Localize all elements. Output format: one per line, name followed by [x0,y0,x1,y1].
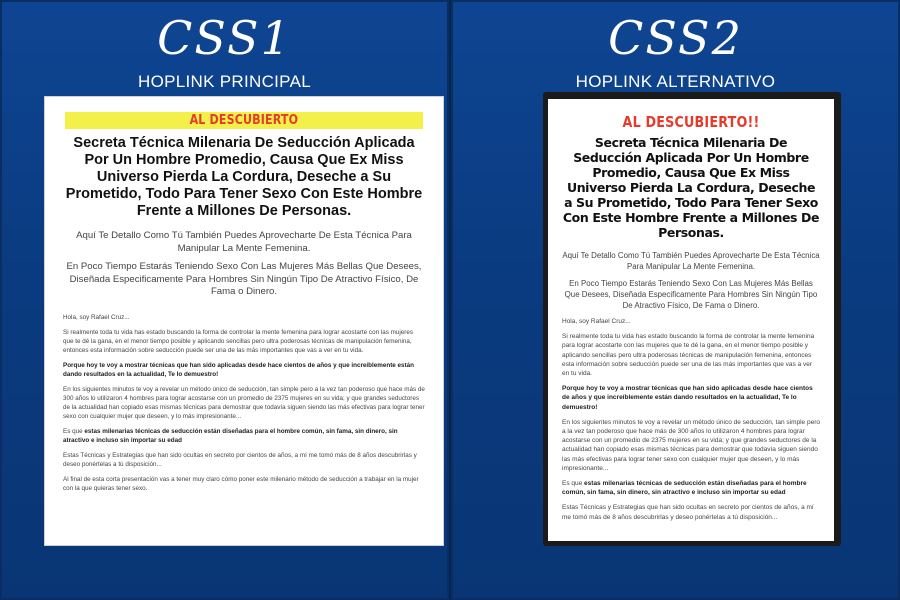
subheadline-1: Aquí Te Detallo Como Tú También Puedes Aprovecharte De Esta Técnica Para Manipular La Mente Femenina. [562,251,820,271]
greeting: Hola, soy Rafael Cruz... [63,313,130,321]
hoplink-alternativo-label: HOPLINK ALTERNATIVO [575,72,776,91]
body-paragraph: Si realmente toda tu vida has estado buscando la forma de controlar la mente femenina para lograr acostarte con las mujeres que te dé la gana, en el menor tiempo posible y aplicando sencillas pero ultra poderosas técnicas de manipulación femenina, entonces esta información sobre seducción puede ser una de las más importantes que vas a ver en tu vida. [63,328,414,354]
body-paragraph-mixed [562,479,820,497]
banner-highlight [65,112,423,129]
body-paragraph: Estas Técnicas y Estrategias que han sido ocultas en secreto por cientos de años, a mí me tomó más de 8 años descubrirlas y deseo ponértelas a tú disposición... [63,451,417,468]
banner-text: AL DESCUBIERTO!! [622,113,760,131]
body-paragraph: Al final de esta corta presentación vas a tener muy claro cómo poner este milenario método de seducción a trabajar en la mujer con la que quieras tener sexo. [63,475,419,492]
bold-text: estas milenarias técnicas de seducción están diseñadas para el hombre común, sin fama, sin dinero, sin atractivo e incluso sin importar su edad [63,427,398,444]
hoplink-principal-label: HOPLINK PRINCIPAL [138,72,311,91]
css1-title: CSS1 [157,11,292,65]
css2-title: CSS2 [608,11,743,65]
bold-paragraph: Porque hoy te voy a mostrar técnicas que han sido aplicadas desde hace cientos de años y que increíblemente están dando resultados en la actualidad, Te lo demuestro! [562,385,813,411]
body-paragraph: Si realmente toda tu vida has estado buscando la forma de controlar la mente femenina para lograr acostarte con las mujeres que te dé la gana, en el menor tiempo posible y aplicando sencillas pero ultra poderosas técnicas de manipulación femenina, entonces esta información sobre seducción puede ser una de las más importantes que vas a ver en tu vida. [562,333,815,378]
banner-text: AL DESCUBIERTO [189,113,299,128]
sales-page-preview-principal[interactable] [44,96,444,546]
subheadline-1: Aquí Te Detallo Como Tú También Puedes Aprovecharte De Esta Técnica Para Manipular La Mente Femenina. [76,230,412,254]
greeting: Hola, soy Rafael Cruz... [562,318,631,325]
sales-page-preview-alternativo[interactable] [548,99,834,541]
subheadline-2: En Poco Tiempo Estarás Teniendo Sexo Con Las Mujeres Más Bellas Que Desees, Diseñada Especificamente Para Hombres Sin Ningún Tipo De Atractivo Físico, De Fama o Dinero. [564,279,818,310]
prefix-text: Es que [562,480,585,488]
subheadline-2: En Poco Tiempo Estarás Teniendo Sexo Con Las Mujeres Más Bellas Que Desees, Diseñada Especificamente Para Hombres Sin Ningún Tipo De Atractivo Físico, De Fama o Dinero. [66,261,422,297]
body-paragraph: Estas Técnicas y Estrategias que han sido ocultas en secreto por cientos de años, a mí me tomó más de 8 años descubrirlas y deseo ponértelas a tú disposición... [562,504,814,521]
headline: Secreta Técnica Milenaria De Seducción Aplicada Por Un Hombre Promedio, Causa Que Ex Miss Universo Pierda La Cordura, Deseche a Su Prometido, Todo Para Tener Sexo Con Este Hombre Frente a Millones De Personas. [562,135,820,240]
body-paragraph: En los siguientes minutos te voy a revelar un método único de seducción, tan simple pero a la vez tan poderoso que hace más de 300 años lo utilizaron 4 hombres para lograr acostarse con un promedio de 2375 mujeres en su vida; y que grandes seductores de la actualidad han copiado esas mismas técnicas para demostrar que todavía siguen siendo las más efectivas para lograr tener sexo con cualquier mujer que deseen, y lo más impresionante... [63,385,425,420]
prefix-text: Es que [63,427,85,435]
body-paragraph: En los siguientes minutos te voy a revelar un método único de seducción, tan simple pero a la vez tan poderoso que hace más de 300 años lo utilizaron 4 hombres para lograr acostarse con un promedio de 2375 mujeres en su vida; y que grandes seductores de la actualidad han copiado esas mismas técnicas para demostrar que todavía siguen siendo las más efectivas para lograr tener sexo con cualquier mujer que deseen, y lo más impresionante... [562,418,820,472]
bold-paragraph: Porque hoy te voy a mostrar técnicas que han sido aplicadas desde hace cientos de años y que increíblemente están dando resultados en la actualidad, Te lo demuestro! [63,361,414,378]
headline: Secreta Técnica Milenaria De Seducción Aplicada Por Un Hombre Promedio, Causa Que Ex Miss Universo Pierda La Cordura, Deseche a Su Prometido, Todo Para Tener Sexo Con Este Hombre Frente a Millones De Personas. [65,135,423,219]
bold-text: estas milenarias técnicas de seducción están diseñadas para el hombre común, sin fama, sin dinero, sin atractivo e incluso sin importar su edad [562,480,807,497]
body-paragraph-mixed [63,427,425,445]
